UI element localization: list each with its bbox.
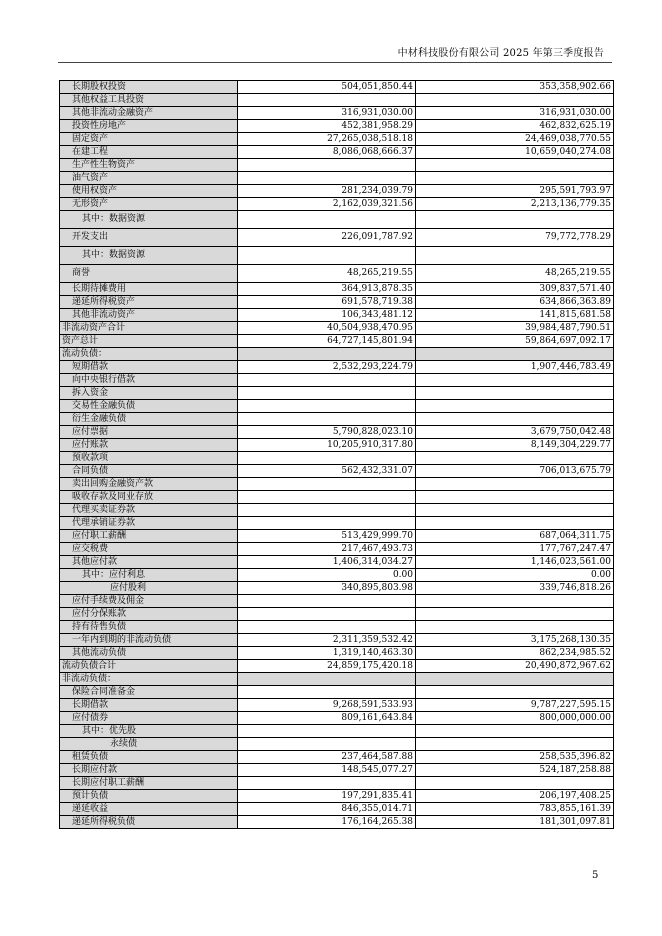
prior-period-value: 141,815,681.58 [416,309,614,322]
current-period-value: 846,355,014.71 [238,803,416,816]
balance-sheet-table [59,80,614,829]
row-label: 吸收存款及同业存放 [60,491,238,504]
table-row [60,322,614,335]
current-period-value [238,504,416,517]
prior-period-value: 2,213,136,779.35 [416,198,614,211]
row-label: 代理买卖证券款 [60,504,238,517]
table-row [60,647,614,660]
table-row [60,725,614,738]
current-period-value: 691,578,719.38 [238,296,416,309]
table-row [60,491,614,504]
current-period-value: 64,727,145,801.94 [238,335,416,348]
table-row [60,816,614,829]
prior-period-value: 258,535,396.82 [416,751,614,764]
prior-period-value: 206,197,408.25 [416,790,614,803]
current-period-value: 148,545,077.27 [238,764,416,777]
table-row [60,94,614,107]
row-label: 递延收益 [60,803,238,816]
current-period-value [238,491,416,504]
row-label: 应付票据 [60,426,238,439]
current-period-value: 809,161,643.84 [238,712,416,725]
table-row [60,81,614,94]
prior-period-value: 79,772,778.29 [416,229,614,247]
table-row [60,120,614,133]
row-label: 其他应付款 [60,556,238,569]
prior-period-value: 316,931,030.00 [416,107,614,120]
row-label: 应付分保账款 [60,608,238,621]
table-row [60,452,614,465]
current-period-value: 24,859,175,420.18 [238,660,416,673]
current-period-value [238,517,416,530]
prior-period-value [416,413,614,426]
prior-period-value: 462,832,625.19 [416,120,614,133]
table-row [60,361,614,374]
prior-period-value [416,94,614,107]
current-period-value [238,159,416,172]
table-row [60,265,614,283]
table-row [60,413,614,426]
current-period-value: 316,931,030.00 [238,107,416,120]
current-period-value: 27,265,038,518.18 [238,133,416,146]
row-label: 衍生金融负债 [60,413,238,426]
row-label: 代理承销证券款 [60,517,238,530]
current-period-value [238,413,416,426]
row-label: 长期待摊费用 [60,283,238,296]
prior-period-value: 353,358,902.66 [416,81,614,94]
row-label: 油气资产 [60,172,238,185]
table-row [60,582,614,595]
current-period-value: 562,432,331.07 [238,465,416,478]
table-row [60,660,614,673]
row-label: 使用权资产 [60,185,238,198]
row-label: 持有待售负债 [60,621,238,634]
prior-period-value: 0.00 [416,569,614,582]
prior-period-value [416,400,614,413]
row-label: 长期借款 [60,699,238,712]
row-label: 应交税费 [60,543,238,556]
current-period-value: 48,265,219.55 [238,265,416,283]
table-row [60,543,614,556]
prior-period-value [416,777,614,790]
prior-period-value: 3,175,268,130.35 [416,634,614,647]
current-period-value [238,595,416,608]
prior-period-value: 20,490,872,967.62 [416,660,614,673]
prior-period-value: 10,659,040,274.08 [416,146,614,159]
current-period-value: 176,164,265.38 [238,816,416,829]
current-period-value: 340,895,803.98 [238,582,416,595]
prior-period-value: 800,000,000.00 [416,712,614,725]
prior-period-value [416,387,614,400]
current-period-value: 504,051,850.44 [238,81,416,94]
prior-period-value [416,172,614,185]
prior-period-value: 783,855,161.39 [416,803,614,816]
table-row [60,764,614,777]
prior-period-value: 9,787,227,595.15 [416,699,614,712]
current-period-value [238,608,416,621]
prior-period-value [416,725,614,738]
row-label: 租赁负债 [60,751,238,764]
current-period-value [238,374,416,387]
current-period-value [238,452,416,465]
current-period-value [238,94,416,107]
row-label: 递延所得税资产 [60,296,238,309]
row-label: 预计负债 [60,790,238,803]
table-row [60,159,614,172]
table-row [60,133,614,146]
current-period-value: 2,311,359,532.42 [238,634,416,647]
prior-period-value [416,673,614,686]
current-period-value: 0.00 [238,569,416,582]
table-row [60,478,614,491]
prior-period-value [416,478,614,491]
row-label: 资产总计 [60,335,238,348]
prior-period-value: 309,837,571.40 [416,283,614,296]
page-number: 5 [592,870,599,881]
table-row [60,146,614,159]
prior-period-value [416,374,614,387]
current-period-value: 217,467,493.73 [238,543,416,556]
row-label: 卖出回购金融资产款 [60,478,238,491]
row-label: 一年内到期的非流动负债 [60,634,238,647]
table-row [60,348,614,361]
prior-period-value [416,452,614,465]
current-period-value: 281,234,039.79 [238,185,416,198]
header-rule [58,62,612,63]
prior-period-value: 524,187,258.88 [416,764,614,777]
prior-period-value: 687,064,311.75 [416,530,614,543]
table-row [60,439,614,452]
table-row [60,400,614,413]
table-row [60,634,614,647]
current-period-value [238,387,416,400]
current-period-value [238,673,416,686]
row-label: 应付股利 [60,582,238,595]
prior-period-value [416,504,614,517]
table-row [60,211,614,229]
row-label: 非流动负债： [60,673,238,686]
current-period-value: 452,381,958.29 [238,120,416,133]
prior-period-value: 862,234,985.52 [416,647,614,660]
row-label: 投资性房地产 [60,120,238,133]
prior-period-value: 295,591,793.97 [416,185,614,198]
row-label: 其中：数据资源 [60,247,238,265]
row-label: 商誉 [60,265,238,283]
prior-period-value [416,595,614,608]
prior-period-value [416,491,614,504]
row-label: 交易性金融负债 [60,400,238,413]
table-row [60,751,614,764]
row-label: 长期应付款 [60,764,238,777]
current-period-value: 106,343,481.12 [238,309,416,322]
current-period-value: 197,291,835.41 [238,790,416,803]
current-period-value: 226,091,787.92 [238,229,416,247]
current-period-value: 364,913,878.35 [238,283,416,296]
row-label: 开发支出 [60,229,238,247]
table-row [60,686,614,699]
prior-period-value: 177,767,247.47 [416,543,614,556]
table-row [60,107,614,120]
current-period-value: 237,464,587.88 [238,751,416,764]
table-row [60,790,614,803]
prior-period-value: 24,469,038,770.55 [416,133,614,146]
table-row [60,556,614,569]
table-row [60,185,614,198]
current-period-value: 10,205,910,317.80 [238,439,416,452]
table-row [60,283,614,296]
prior-period-value [416,211,614,229]
current-period-value [238,400,416,413]
row-label: 非流动资产合计 [60,322,238,335]
table-row [60,309,614,322]
table-row [60,426,614,439]
row-label: 长期应付职工薪酬 [60,777,238,790]
row-label: 应付职工薪酬 [60,530,238,543]
table-row [60,198,614,211]
current-period-value: 2,532,293,224.79 [238,361,416,374]
prior-period-value: 1,146,023,561.00 [416,556,614,569]
current-period-value: 40,504,938,470.95 [238,322,416,335]
current-period-value [238,621,416,634]
row-label: 短期借款 [60,361,238,374]
prior-period-value [416,738,614,751]
row-label: 永续债 [60,738,238,751]
current-period-value [238,348,416,361]
table-row [60,504,614,517]
current-period-value [238,247,416,265]
table-row [60,569,614,582]
row-label: 在建工程 [60,146,238,159]
table-row [60,712,614,725]
row-label: 预收款项 [60,452,238,465]
prior-period-value: 59,864,697,092.17 [416,335,614,348]
prior-period-value [416,247,614,265]
table-row [60,374,614,387]
current-period-value [238,172,416,185]
table-row [60,296,614,309]
current-period-value [238,686,416,699]
prior-period-value [416,686,614,699]
row-label: 长期股权投资 [60,81,238,94]
prior-period-value [416,348,614,361]
row-label: 其他权益工具投资 [60,94,238,107]
row-label: 递延所得税负债 [60,816,238,829]
prior-period-value [416,159,614,172]
row-label: 应付账款 [60,439,238,452]
prior-period-value [416,608,614,621]
row-label: 生产性生物资产 [60,159,238,172]
row-label: 其中：应付利息 [60,569,238,582]
row-label: 无形资产 [60,198,238,211]
current-period-value: 8,086,068,666.37 [238,146,416,159]
table-row [60,595,614,608]
table-row [60,777,614,790]
table-row [60,247,614,265]
row-label: 向中央银行借款 [60,374,238,387]
current-period-value: 2,162,039,321.56 [238,198,416,211]
row-label: 应付债券 [60,712,238,725]
row-label: 固定资产 [60,133,238,146]
table-row [60,387,614,400]
prior-period-value: 3,679,750,042.48 [416,426,614,439]
table-row [60,172,614,185]
row-label: 其他非流动资产 [60,309,238,322]
current-period-value [238,211,416,229]
balance-sheet-body [60,81,614,829]
prior-period-value: 706,013,675.79 [416,465,614,478]
current-period-value: 9,268,591,533.93 [238,699,416,712]
current-period-value: 1,406,314,034.27 [238,556,416,569]
row-label: 保险合同准备金 [60,686,238,699]
current-period-value [238,725,416,738]
prior-period-value: 634,866,363.89 [416,296,614,309]
current-period-value: 513,429,999.70 [238,530,416,543]
row-label: 流动负债： [60,348,238,361]
table-row [60,699,614,712]
current-period-value [238,777,416,790]
table-row [60,335,614,348]
row-label: 流动负债合计 [60,660,238,673]
prior-period-value: 39,984,487,790.51 [416,322,614,335]
table-row [60,673,614,686]
row-label: 其中：数据资源 [60,211,238,229]
current-period-value: 1,319,140,463.30 [238,647,416,660]
prior-period-value: 48,265,219.55 [416,265,614,283]
table-row [60,608,614,621]
table-row [60,803,614,816]
table-row [60,229,614,247]
prior-period-value [416,621,614,634]
table-row [60,621,614,634]
prior-period-value [416,517,614,530]
row-label: 其他流动负债 [60,647,238,660]
prior-period-value: 181,301,097.81 [416,816,614,829]
table-row [60,530,614,543]
table-row [60,517,614,530]
prior-period-value: 339,746,818.26 [416,582,614,595]
row-label: 合同负债 [60,465,238,478]
prior-period-value: 8,149,304,229.77 [416,439,614,452]
current-period-value: 5,790,828,023.10 [238,426,416,439]
row-label: 应付手续费及佣金 [60,595,238,608]
report-header: 中材科技股份有限公司 2025 年第三季度报告 [397,48,604,59]
table-row [60,465,614,478]
current-period-value [238,478,416,491]
row-label: 拆入资金 [60,387,238,400]
prior-period-value: 1,907,446,783.49 [416,361,614,374]
current-period-value [238,738,416,751]
row-label: 其中：优先股 [60,725,238,738]
row-label: 其他非流动金融资产 [60,107,238,120]
table-row [60,738,614,751]
